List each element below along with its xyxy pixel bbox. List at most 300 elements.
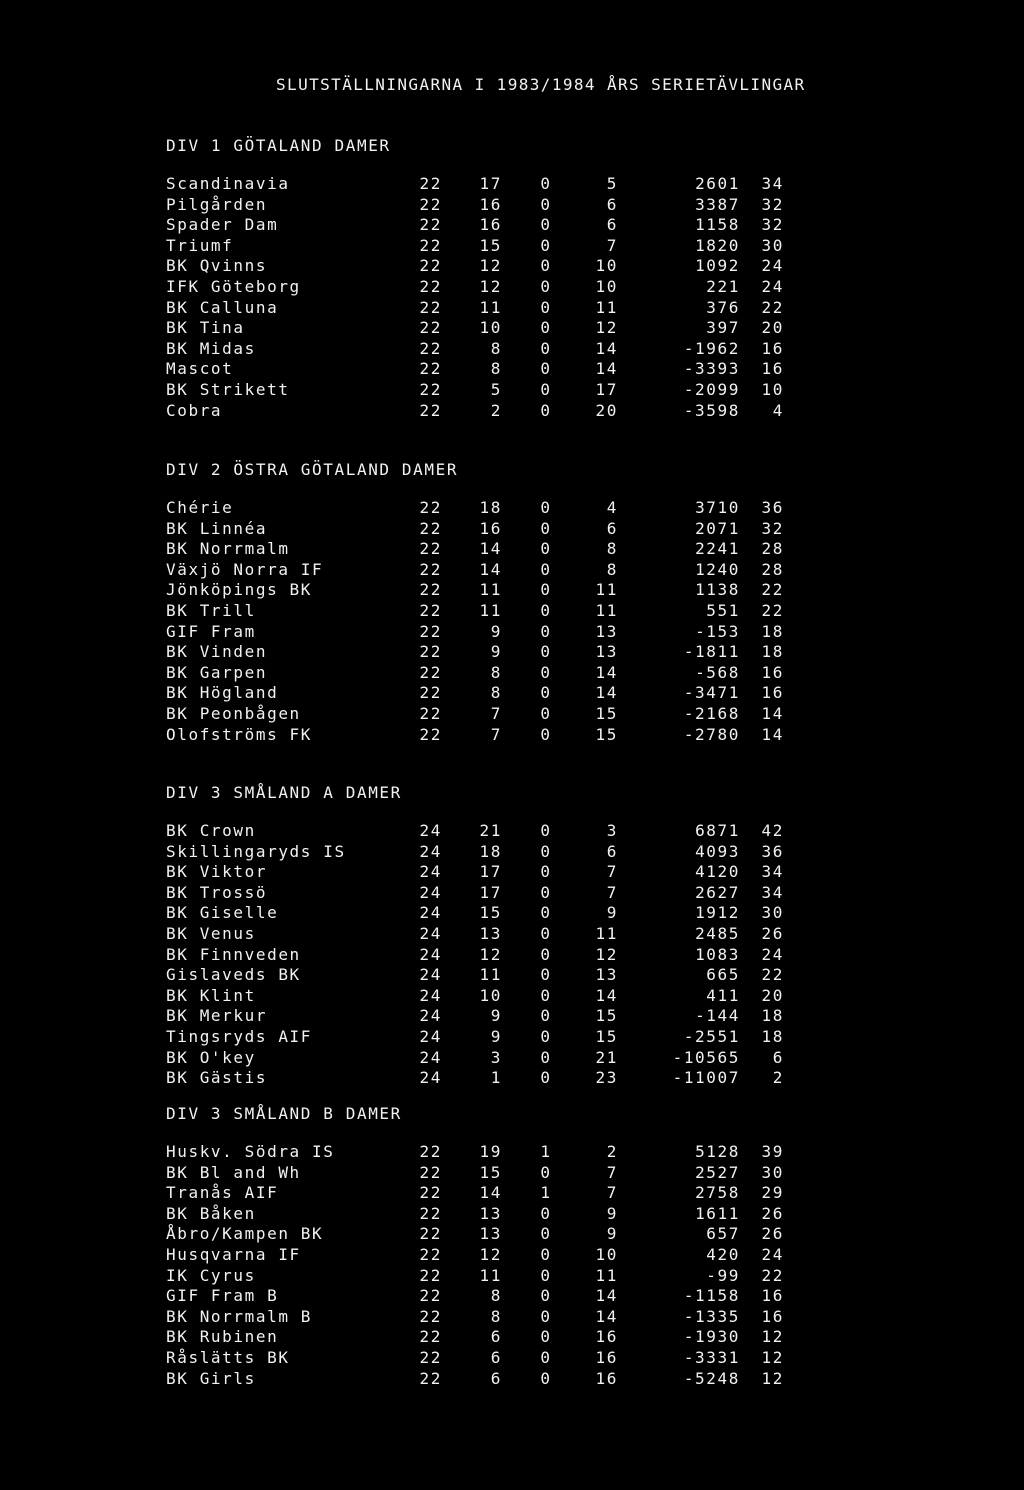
games-played: 22 <box>419 379 442 399</box>
point-difference: -5248 <box>683 1368 740 1388</box>
points: 39 <box>761 1142 784 1161</box>
wins: 14 <box>479 539 502 559</box>
draws: 0 <box>540 297 552 317</box>
draws: 0 <box>540 862 552 882</box>
wins: 6 <box>490 1347 502 1367</box>
table-row <box>166 1327 784 1348</box>
point-difference: -3598 <box>683 400 740 420</box>
table-row <box>166 215 784 236</box>
losses: 17 <box>595 379 618 399</box>
losses: 15 <box>595 1026 618 1046</box>
wins: 6 <box>490 1368 502 1388</box>
losses: 11 <box>595 923 618 943</box>
games-played: 24 <box>419 821 442 840</box>
games-played: 24 <box>419 903 442 923</box>
games-played: 24 <box>419 882 442 902</box>
points: 24 <box>761 276 784 296</box>
league-div3-smaland-a <box>166 783 784 1089</box>
wins: 17 <box>479 862 502 882</box>
table-row <box>166 256 784 277</box>
team-name: Chérie <box>166 498 234 517</box>
point-difference: -3331 <box>683 1347 740 1367</box>
table-row <box>166 1244 784 1266</box>
points: 26 <box>761 1224 784 1244</box>
wins: 9 <box>490 642 502 662</box>
point-difference: 551 <box>706 600 740 620</box>
table-row <box>166 359 784 380</box>
table-row <box>166 1068 784 1089</box>
team-name: Skillingaryds IS <box>166 841 346 861</box>
point-difference: -1811 <box>683 642 740 662</box>
losses: 13 <box>595 642 618 662</box>
losses: 14 <box>595 1306 618 1326</box>
draws: 0 <box>540 539 552 559</box>
wins: 15 <box>479 903 502 923</box>
point-difference: 376 <box>706 297 740 317</box>
team-name: BK Rubinen <box>166 1327 279 1347</box>
games-played: 22 <box>419 338 442 358</box>
losses: 13 <box>595 965 618 985</box>
losses: 10 <box>595 256 618 276</box>
table-row <box>166 1286 784 1307</box>
team-name: BK Norrmalm <box>166 539 290 559</box>
point-difference: -2780 <box>683 724 740 744</box>
draws: 0 <box>540 1047 552 1067</box>
point-difference: 1092 <box>695 256 740 276</box>
draws: 1 <box>540 1142 552 1161</box>
points: 16 <box>761 683 784 703</box>
table-row <box>166 1306 784 1328</box>
points: 16 <box>761 662 784 682</box>
wins: 16 <box>479 518 502 538</box>
games-played: 24 <box>419 862 442 882</box>
table-row <box>166 379 784 401</box>
losses: 9 <box>606 903 618 923</box>
losses: 11 <box>595 297 618 317</box>
table-row <box>166 841 784 863</box>
losses: 11 <box>595 600 618 620</box>
wins: 15 <box>479 235 502 255</box>
points: 20 <box>761 318 784 338</box>
team-name: BK Trossö <box>166 882 268 902</box>
team-name: BK Merkur <box>166 1006 268 1026</box>
wins: 12 <box>479 944 502 964</box>
team-name: BK Venus <box>166 923 256 943</box>
table-row <box>166 600 784 622</box>
losses: 14 <box>595 359 618 379</box>
wins: 5 <box>490 379 502 399</box>
team-name: BK O'key <box>166 1047 256 1067</box>
team-name: Åbro/Kampen BK <box>166 1224 324 1244</box>
table-row <box>166 1368 784 1390</box>
point-difference: -1158 <box>683 1286 740 1306</box>
draws: 0 <box>540 379 552 399</box>
point-difference: 221 <box>706 276 740 296</box>
points: 24 <box>761 944 784 964</box>
team-name: Spader Dam <box>166 215 279 235</box>
table-row <box>166 965 784 986</box>
games-played: 22 <box>419 174 442 193</box>
table-row <box>166 1347 784 1369</box>
games-played: 22 <box>419 683 442 703</box>
draws: 0 <box>540 194 552 214</box>
wins: 13 <box>479 1224 502 1244</box>
wins: 8 <box>490 1306 502 1326</box>
losses: 7 <box>606 882 618 902</box>
wins: 11 <box>479 297 502 317</box>
games-played: 22 <box>419 1368 442 1388</box>
standings-table <box>166 1142 784 1389</box>
team-name: BK Viktor <box>166 862 268 882</box>
losses: 6 <box>606 518 618 538</box>
point-difference: -2551 <box>683 1026 740 1046</box>
points: 26 <box>761 1203 784 1223</box>
team-name: BK Peonbågen <box>166 703 301 723</box>
point-difference: -11007 <box>672 1068 740 1088</box>
points: 22 <box>761 600 784 620</box>
wins: 16 <box>479 215 502 235</box>
points: 24 <box>761 1244 784 1264</box>
league-div2-ostra-gotaland <box>166 460 784 745</box>
table-row <box>166 903 784 924</box>
points: 36 <box>761 498 784 517</box>
point-difference: -568 <box>695 662 740 682</box>
wins: 15 <box>479 1162 502 1182</box>
point-difference: 665 <box>706 965 740 985</box>
team-name: BK Midas <box>166 338 256 358</box>
wins: 13 <box>479 1203 502 1223</box>
losses: 7 <box>606 235 618 255</box>
point-difference: 397 <box>706 318 740 338</box>
team-name: BK Vinden <box>166 642 268 662</box>
table-row <box>166 318 784 339</box>
games-played: 22 <box>419 256 442 276</box>
losses: 14 <box>595 338 618 358</box>
draws: 0 <box>540 174 552 193</box>
team-name: GIF Fram <box>166 621 256 641</box>
draws: 0 <box>540 1068 552 1088</box>
losses: 8 <box>606 539 618 559</box>
points: 22 <box>761 580 784 600</box>
team-name: BK Trill <box>166 600 256 620</box>
games-played: 22 <box>419 1265 442 1285</box>
point-difference: 5128 <box>695 1142 740 1161</box>
point-difference: 420 <box>706 1244 740 1264</box>
table-row <box>166 1183 784 1204</box>
games-played: 24 <box>419 1026 442 1046</box>
point-difference: 2485 <box>695 923 740 943</box>
team-name: BK Garpen <box>166 662 268 682</box>
games-played: 22 <box>419 1183 442 1203</box>
wins: 12 <box>479 276 502 296</box>
draws: 0 <box>540 276 552 296</box>
points: 34 <box>761 862 784 882</box>
standings-table <box>166 821 784 1089</box>
draws: 0 <box>540 1368 552 1388</box>
points: 26 <box>761 923 784 943</box>
point-difference: 4093 <box>695 841 740 861</box>
points: 28 <box>761 559 784 579</box>
games-played: 22 <box>419 1347 442 1367</box>
draws: 0 <box>540 621 552 641</box>
draws: 0 <box>540 235 552 255</box>
points: 12 <box>761 1327 784 1347</box>
team-name: Råslätts BK <box>166 1347 290 1367</box>
table-row <box>166 498 784 519</box>
table-row <box>166 518 784 540</box>
point-difference: 4120 <box>695 862 740 882</box>
losses: 10 <box>595 276 618 296</box>
points: 30 <box>761 903 784 923</box>
draws: 0 <box>540 338 552 358</box>
games-played: 24 <box>419 923 442 943</box>
points: 29 <box>761 1183 784 1203</box>
losses: 7 <box>606 1183 618 1203</box>
wins: 8 <box>490 1286 502 1306</box>
point-difference: -99 <box>706 1265 740 1285</box>
wins: 8 <box>490 683 502 703</box>
wins: 12 <box>479 1244 502 1264</box>
point-difference: -10565 <box>672 1047 740 1067</box>
team-name: BK Båken <box>166 1203 256 1223</box>
points: 18 <box>761 1006 784 1026</box>
draws: 0 <box>540 400 552 420</box>
draws: 0 <box>540 703 552 723</box>
table-row <box>166 724 784 746</box>
draws: 0 <box>540 1162 552 1182</box>
team-name: BK Gästis <box>166 1068 268 1088</box>
losses: 2 <box>606 1142 618 1161</box>
games-played: 22 <box>419 1244 442 1264</box>
team-name: Jönköpings BK <box>166 580 313 600</box>
point-difference: 2601 <box>695 174 740 193</box>
games-played: 22 <box>419 359 442 379</box>
table-row <box>166 821 784 842</box>
team-name: BK Giselle <box>166 903 279 923</box>
team-name: Gislaveds BK <box>166 965 301 985</box>
wins: 14 <box>479 1183 502 1203</box>
points: 2 <box>772 1068 784 1088</box>
games-played: 22 <box>419 1203 442 1223</box>
points: 14 <box>761 724 784 744</box>
table-row <box>166 703 784 725</box>
table-row <box>166 276 784 298</box>
league-title: DIV 3 SMÅLAND B DAMER <box>166 1104 402 1123</box>
wins: 21 <box>479 821 502 840</box>
losses: 15 <box>595 724 618 744</box>
point-difference: -3393 <box>683 359 740 379</box>
wins: 16 <box>479 194 502 214</box>
losses: 11 <box>595 580 618 600</box>
points: 34 <box>761 882 784 902</box>
wins: 11 <box>479 580 502 600</box>
wins: 11 <box>479 1265 502 1285</box>
point-difference: -153 <box>695 621 740 641</box>
wins: 11 <box>479 600 502 620</box>
games-played: 22 <box>419 559 442 579</box>
draws: 0 <box>540 1347 552 1367</box>
point-difference: -2168 <box>683 703 740 723</box>
draws: 0 <box>540 600 552 620</box>
team-name: Triumf <box>166 235 234 255</box>
point-difference: 657 <box>706 1224 740 1244</box>
league-title: DIV 2 ÖSTRA GÖTALAND DAMER <box>166 460 459 479</box>
points: 32 <box>761 194 784 214</box>
team-name: Olofströms FK <box>166 724 313 744</box>
team-name: BK Strikett <box>166 379 290 399</box>
losses: 20 <box>595 400 618 420</box>
draws: 0 <box>540 923 552 943</box>
draws: 0 <box>540 256 552 276</box>
losses: 14 <box>595 683 618 703</box>
games-played: 22 <box>419 1142 442 1161</box>
wins: 17 <box>479 174 502 193</box>
table-row <box>166 235 784 257</box>
team-name: BK Finnveden <box>166 944 301 964</box>
point-difference: 2627 <box>695 882 740 902</box>
losses: 9 <box>606 1203 618 1223</box>
team-name: BK Högland <box>166 683 279 703</box>
table-row <box>166 882 784 904</box>
losses: 7 <box>606 862 618 882</box>
draws: 0 <box>540 1327 552 1347</box>
games-played: 22 <box>419 1286 442 1306</box>
games-played: 24 <box>419 944 442 964</box>
point-difference: 1912 <box>695 903 740 923</box>
standings-table <box>166 498 784 745</box>
games-played: 22 <box>419 600 442 620</box>
draws: 0 <box>540 965 552 985</box>
draws: 0 <box>540 662 552 682</box>
losses: 14 <box>595 1286 618 1306</box>
games-played: 24 <box>419 1068 442 1088</box>
table-row <box>166 662 784 684</box>
losses: 12 <box>595 944 618 964</box>
point-difference: 1138 <box>695 580 740 600</box>
losses: 8 <box>606 559 618 579</box>
draws: 0 <box>540 724 552 744</box>
team-name: Husqvarna IF <box>166 1244 301 1264</box>
losses: 7 <box>606 1162 618 1182</box>
league-div1-gotaland <box>166 136 784 421</box>
games-played: 22 <box>419 703 442 723</box>
games-played: 24 <box>419 1047 442 1067</box>
table-row <box>166 1162 784 1184</box>
team-name: IFK Göteborg <box>166 276 301 296</box>
losses: 9 <box>606 1224 618 1244</box>
team-name: BK Qvinns <box>166 256 268 276</box>
point-difference: 1820 <box>695 235 740 255</box>
wins: 7 <box>490 724 502 744</box>
draws: 0 <box>540 821 552 840</box>
losses: 4 <box>606 498 618 517</box>
table-row <box>166 1203 784 1225</box>
points: 36 <box>761 841 784 861</box>
table-row <box>166 621 784 643</box>
table-row <box>166 944 784 966</box>
draws: 0 <box>540 642 552 662</box>
draws: 0 <box>540 518 552 538</box>
games-played: 22 <box>419 642 442 662</box>
draws: 0 <box>540 841 552 861</box>
draws: 0 <box>540 903 552 923</box>
point-difference: 2758 <box>695 1183 740 1203</box>
draws: 0 <box>540 559 552 579</box>
losses: 16 <box>595 1327 618 1347</box>
points: 34 <box>761 174 784 193</box>
team-name: BK Linnéa <box>166 518 268 538</box>
points: 32 <box>761 518 784 538</box>
point-difference: 3387 <box>695 194 740 214</box>
wins: 8 <box>490 359 502 379</box>
games-played: 24 <box>419 985 442 1005</box>
draws: 1 <box>540 1183 552 1203</box>
league-title: DIV 3 SMÅLAND A DAMER <box>166 783 402 802</box>
team-name: Huskv. Södra IS <box>166 1142 335 1161</box>
team-name: IK Cyrus <box>166 1265 256 1285</box>
team-name: Tingsryds AIF <box>166 1026 313 1046</box>
table-row <box>166 642 784 663</box>
draws: 0 <box>540 1286 552 1306</box>
points: 18 <box>761 621 784 641</box>
table-row <box>166 1026 784 1048</box>
draws: 0 <box>540 1244 552 1264</box>
table-row <box>166 1006 784 1027</box>
point-difference: 2241 <box>695 539 740 559</box>
team-name: Cobra <box>166 400 223 420</box>
table-row <box>166 174 784 195</box>
point-difference: -1930 <box>683 1327 740 1347</box>
losses: 6 <box>606 841 618 861</box>
losses: 6 <box>606 215 618 235</box>
draws: 0 <box>540 985 552 1005</box>
draws: 0 <box>540 882 552 902</box>
table-row <box>166 194 784 216</box>
losses: 12 <box>595 318 618 338</box>
draws: 0 <box>540 215 552 235</box>
draws: 0 <box>540 1006 552 1026</box>
league-title: DIV 1 GÖTALAND DAMER <box>166 136 391 155</box>
losses: 16 <box>595 1347 618 1367</box>
wins: 6 <box>490 1327 502 1347</box>
games-played: 22 <box>419 580 442 600</box>
team-name: Mascot <box>166 359 234 379</box>
points: 6 <box>772 1047 784 1067</box>
draws: 0 <box>540 498 552 517</box>
team-name: GIF Fram B <box>166 1286 279 1306</box>
games-played: 22 <box>419 318 442 338</box>
wins: 19 <box>479 1142 502 1161</box>
points: 16 <box>761 1306 784 1326</box>
point-difference: -1962 <box>683 338 740 358</box>
games-played: 24 <box>419 1006 442 1026</box>
wins: 10 <box>479 318 502 338</box>
draws: 0 <box>540 359 552 379</box>
draws: 0 <box>540 1265 552 1285</box>
games-played: 22 <box>419 276 442 296</box>
games-played: 24 <box>419 965 442 985</box>
point-difference: -144 <box>695 1006 740 1026</box>
games-played: 22 <box>419 1327 442 1347</box>
points: 22 <box>761 965 784 985</box>
games-played: 22 <box>419 621 442 641</box>
games-played: 22 <box>419 1306 442 1326</box>
wins: 9 <box>490 1006 502 1026</box>
draws: 0 <box>540 1306 552 1326</box>
wins: 13 <box>479 923 502 943</box>
games-played: 22 <box>419 662 442 682</box>
document-title: SLUTSTÄLLNINGARNA I 1983/1984 ÅRS SERIETÄVLINGAR <box>276 75 806 94</box>
